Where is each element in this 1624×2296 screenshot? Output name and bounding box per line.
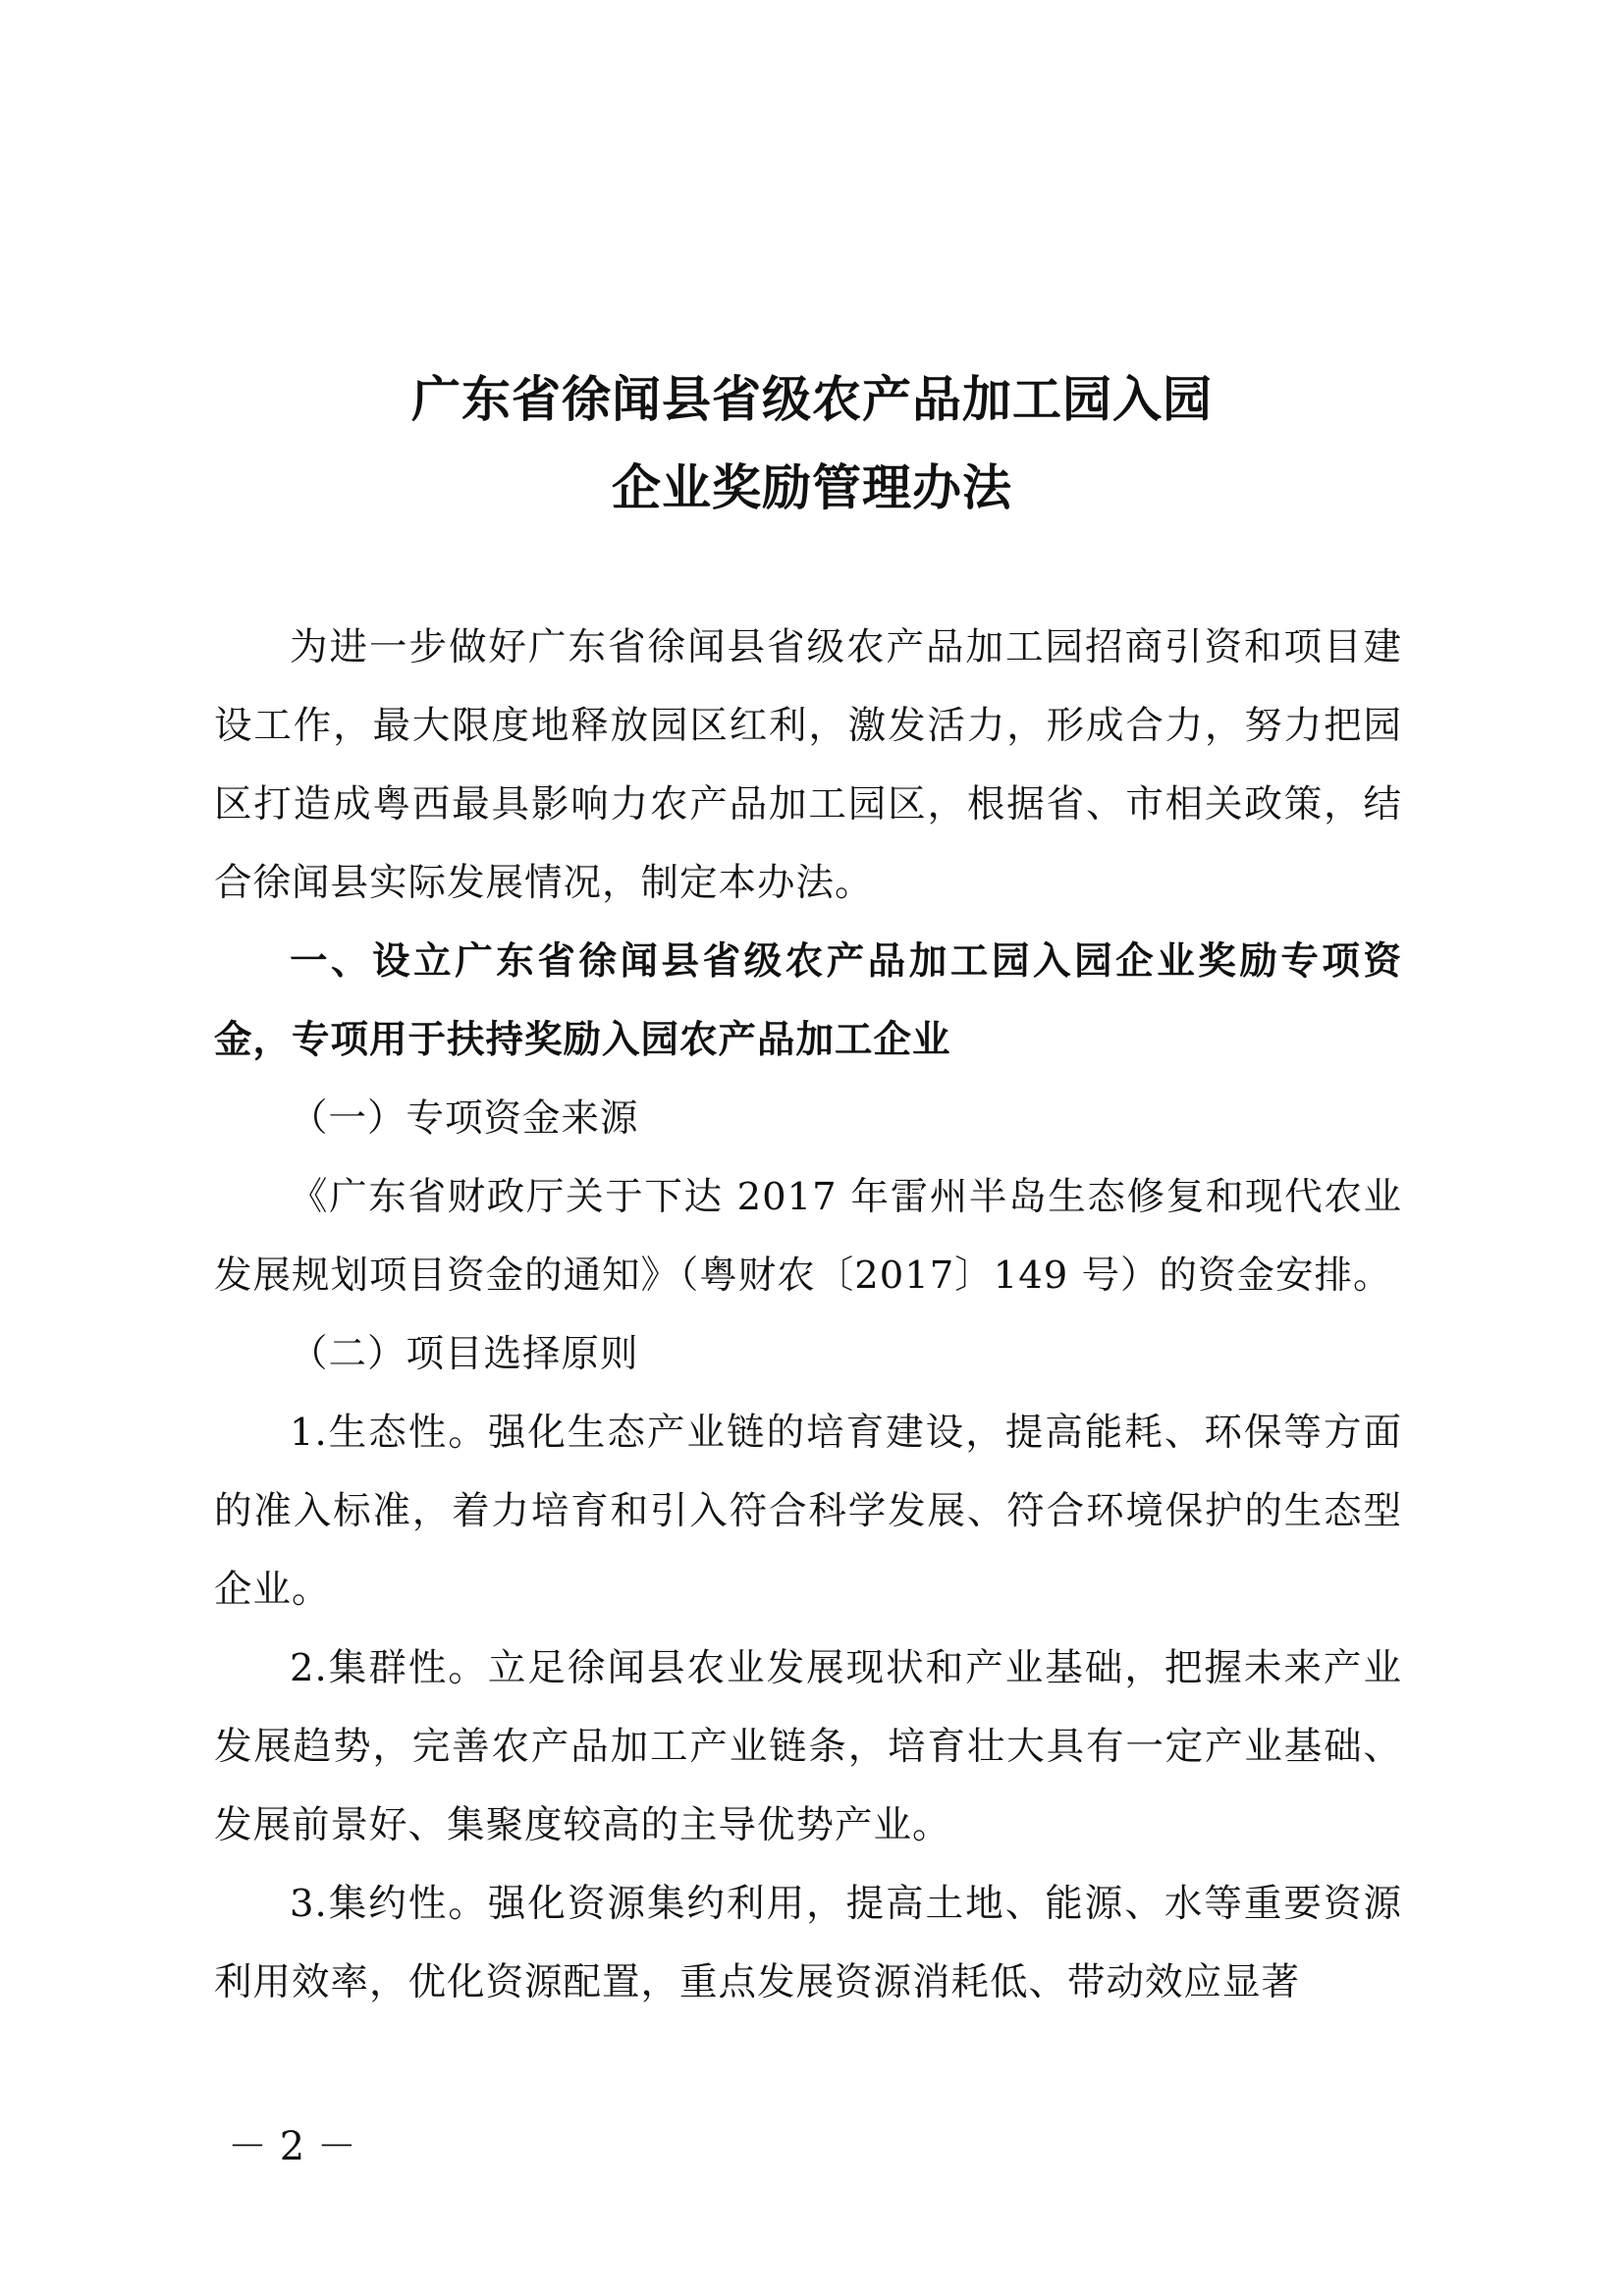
- subsection-heading-fund-source: （一）专项资金来源: [290, 1096, 639, 1141]
- page-number: － 2 －: [228, 2124, 356, 2169]
- principle-intensive: 3.集约性。强化资源集约利用，提高土地、能源、水等重要资源利用效率，优化资源配置，重点发展资源消耗低、带动效应显著: [214, 1882, 1402, 2004]
- principle-ecological: 1.生态性。强化生态产业链的培育建设，提高能耗、环保等方面的准入标准，着力培育和引入符合科学发展、符合环境保护的生态型企业。: [214, 1411, 1402, 1612]
- principle-cluster: 2.集群性。立足徐闻县农业发展现状和产业基础，把握未来产业发展趋势，完善农产品加工产业链条，培育壮大具有一定产业基础、发展前景好、集聚度较高的主导优势产业。: [214, 1646, 1402, 1847]
- document-body: [214, 609, 1402, 2022]
- section-heading-1: 一、设立广东省徐闻县省级农产品加工园入园企业奖励专项资金，专项用于扶持奖励入园农产品加工企业: [214, 939, 1402, 1062]
- intro-paragraph: 为进一步做好广东省徐闻县省级农产品加工园招商引资和项目建设工作，最大限度地释放园区红利，激发活力，形成合力，努力把园区打造成粤西最具影响力农产品加工园区，根据省、市相关政策，结合徐闻县实际发展情况，制定本办法。: [214, 625, 1402, 905]
- subsection-heading-selection-principles: （二）项目选择原则: [290, 1332, 639, 1376]
- document-title-line-2: 企业奖励管理办法: [612, 459, 1012, 516]
- document-title-line-1: 广东省徐闻县省级农产品加工园入园: [411, 371, 1213, 428]
- fund-source-paragraph: 《广东省财政厅关于下达 2017 年雷州半岛生态修复和现代农业发展规划项目资金的通知》（粤财农〔2017〕149 号）的资金安排。: [214, 1175, 1402, 1298]
